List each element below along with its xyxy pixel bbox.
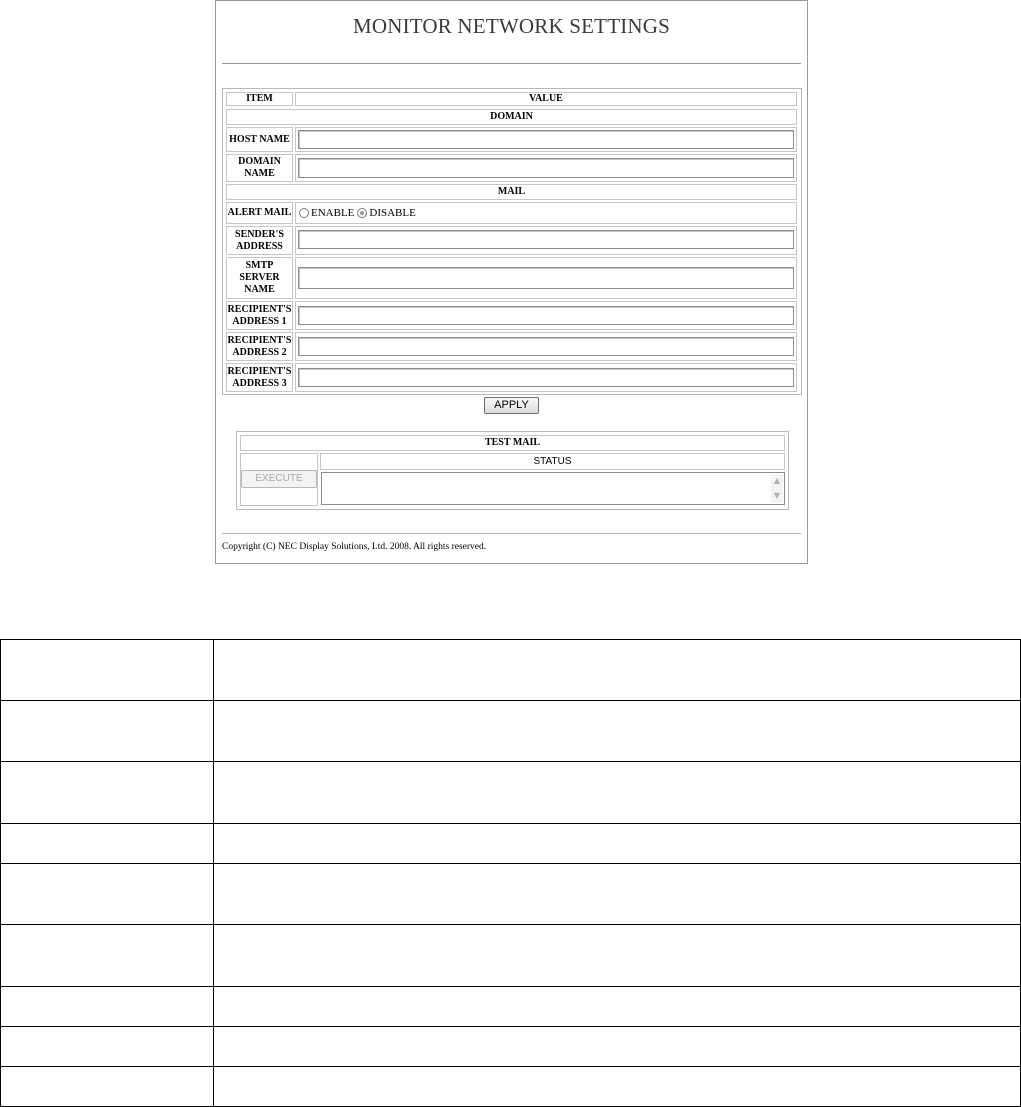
smtp-server-input[interactable] <box>298 267 794 289</box>
scroll-up-icon[interactable]: ▲ <box>773 476 781 485</box>
disable-radio[interactable] <box>357 208 367 218</box>
recipient2-label: RECIPIENT'S ADDRESS 2 <box>226 332 293 361</box>
table-row <box>1 762 1021 824</box>
recipient1-label: RECIPIENT'S ADDRESS 1 <box>226 301 293 330</box>
enable-radio[interactable] <box>299 208 309 218</box>
status-scrollbar[interactable] <box>771 474 783 503</box>
host-name-label: HOST NAME <box>226 127 293 152</box>
test-mail-panel <box>236 431 789 510</box>
divider <box>222 533 801 534</box>
recipient3-label: RECIPIENT'S ADDRESS 3 <box>226 363 293 392</box>
domain-name-input[interactable] <box>298 158 794 178</box>
recipient3-input[interactable] <box>298 368 794 387</box>
execute-button[interactable]: EXECUTE <box>241 470 317 488</box>
alert-mail-label: ALERT MAIL <box>226 202 293 224</box>
domain-section-header: DOMAIN <box>226 109 797 125</box>
senders-address-input[interactable] <box>298 230 794 249</box>
apply-button[interactable]: APPLY <box>484 397 539 414</box>
table-row <box>1 987 1021 1027</box>
senders-address-label: SENDER'S ADDRESS <box>226 226 293 255</box>
scroll-down-icon[interactable]: ▼ <box>773 491 781 500</box>
item-header: ITEM <box>226 92 293 106</box>
status-textarea[interactable] <box>321 472 785 505</box>
table-row <box>1 864 1021 925</box>
settings-table <box>222 88 802 395</box>
mail-section-header: MAIL <box>226 184 797 200</box>
domain-name-label: DOMAIN NAME <box>226 154 293 182</box>
table-row <box>1 701 1021 762</box>
table-row <box>1 925 1021 987</box>
test-mail-title: TEST MAIL <box>240 435 785 451</box>
monitor-network-settings-page <box>215 0 808 564</box>
status-label: STATUS <box>320 453 785 470</box>
value-header: VALUE <box>295 92 797 106</box>
alert-mail-options <box>295 202 797 224</box>
enable-radio-label: ENABLE <box>311 207 355 219</box>
smtp-server-label: SMTP SERVER NAME <box>226 257 293 299</box>
table-row <box>1 824 1021 864</box>
recipient2-input[interactable] <box>298 337 794 356</box>
divider <box>222 63 801 64</box>
description-table <box>0 639 1021 1107</box>
host-name-input[interactable] <box>298 130 794 149</box>
table-row <box>1 1027 1021 1067</box>
disable-radio-label: DISABLE <box>369 207 416 219</box>
recipient1-input[interactable] <box>298 306 794 325</box>
copyright-text: Copyright (C) NEC Display Solutions, Ltd. 2008. All rights reserved. <box>222 542 487 552</box>
table-row <box>1 1067 1021 1107</box>
table-row <box>1 640 1021 701</box>
page-title: MONITOR NETWORK SETTINGS <box>352 14 671 38</box>
